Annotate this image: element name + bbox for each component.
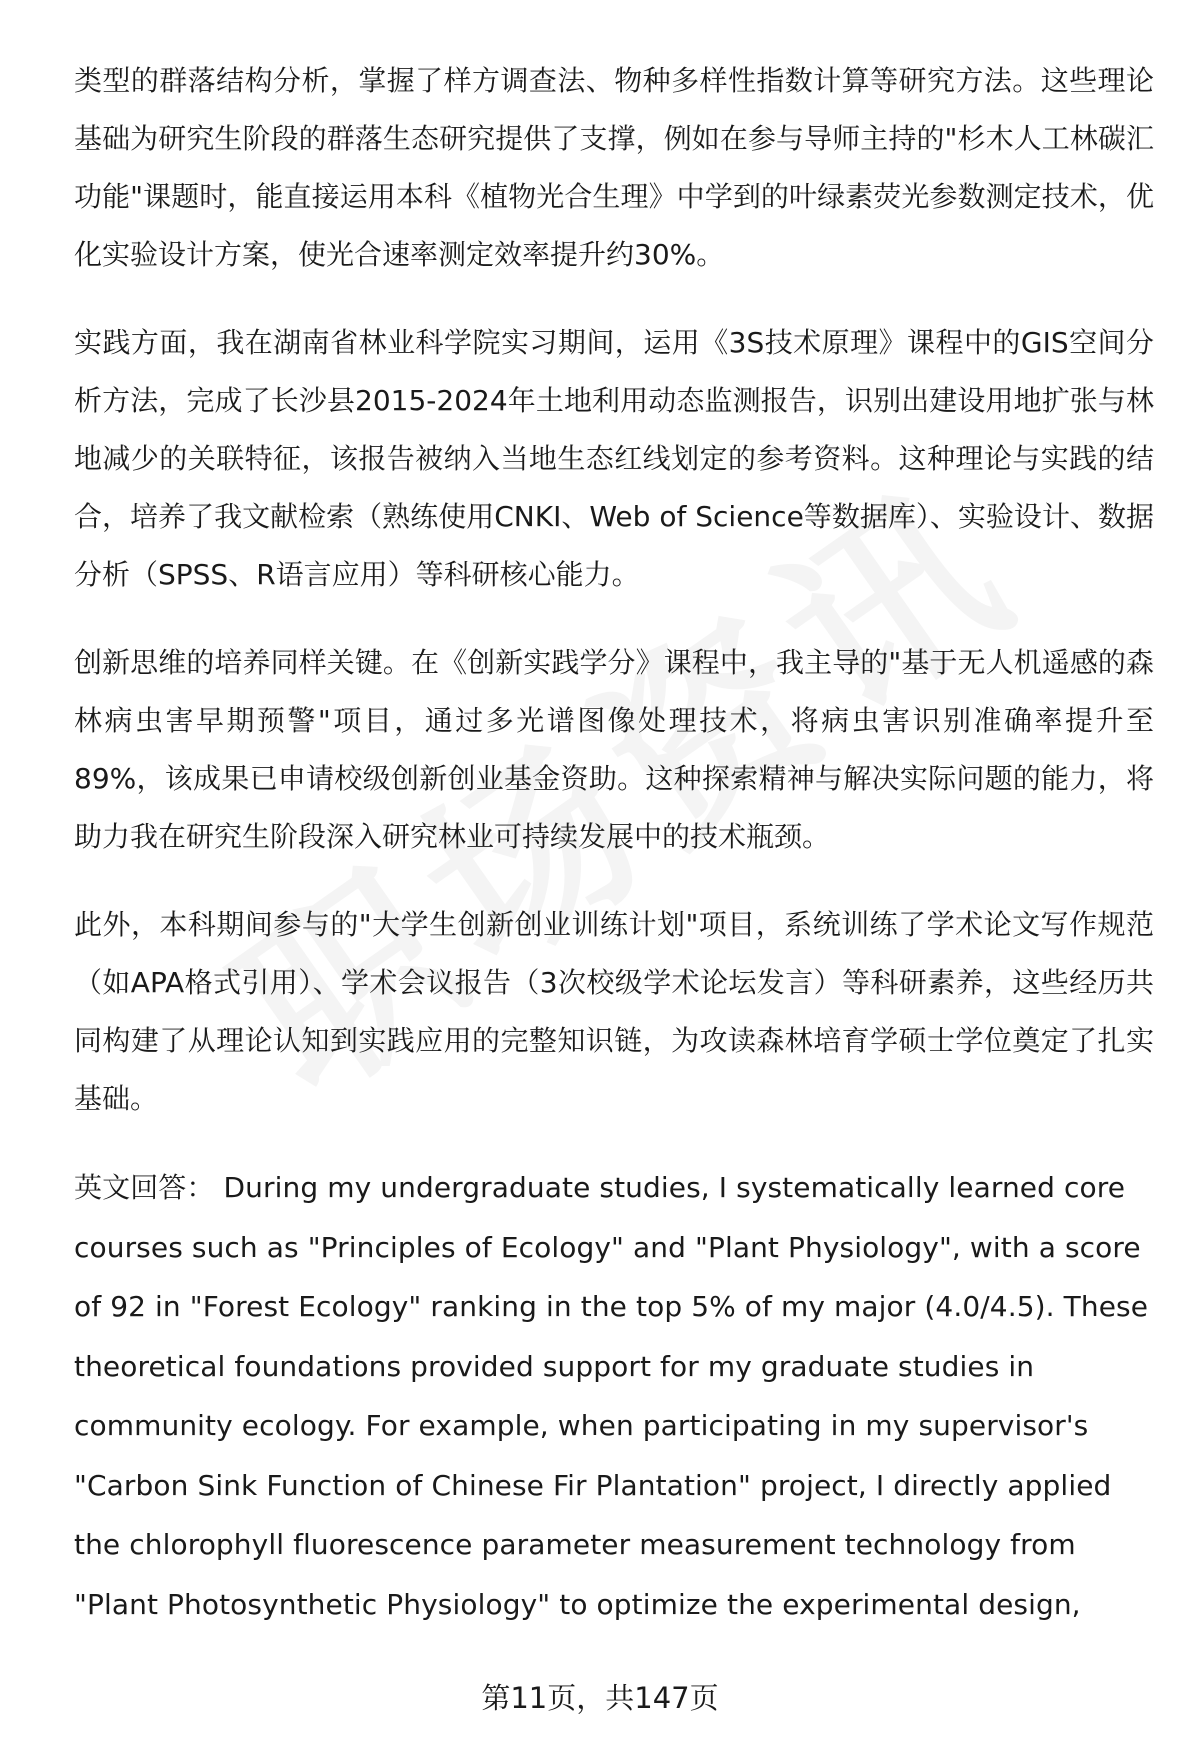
paragraph-practice: 实践方面，我在湖南省林业科学院实习期间，运用《3S技术原理》课程中的GIS空间分析方法，完成了长沙县2015-2024年土地利用动态监测报告，识别出建设用地扩张与林地减少的关联特征，该报告被纳入当地生态红线划定的参考资料。这种理论与实践的结合，培养了我文献检索（熟练使用CNKI、Web of Science等数据库）、实验设计、数据分析（SPSS、R语言应用）等科研核心能力。 <box>74 326 1154 591</box>
paragraph-english-answer: 英文回答： During my undergraduate studies, I systematically learned core courses such as "Principles of Ecology" and "Plant Physiology", with a score of 92 in "Forest Ecology" ranking in the top 5% of my major (4.0/4.5). These theoretical foundations provided support for my graduate studies in community ecology. For example, when participating in my supervisor's "Carbon Sink Function of Chinese Fir Plantation" project, I directly applied the chlorophyll fluorescence parameter measurement technology from "Plant Photosynthetic Physiology" to optimize the experimental design, <box>74 1171 1149 1621</box>
document-body <box>74 52 1154 1634</box>
paragraph-theory: 类型的群落结构分析，掌握了样方调查法、物种多样性指数计算等研究方法。这些理论基础为研究生阶段的群落生态研究提供了支撑，例如在参与导师主持的"杉木人工林碳汇功能"课题时，能直接运用本科《植物光合生理》中学到的叶绿素荧光参数测定技术，优化实验设计方案，使光合速率测定效率提升约30%。 <box>74 64 1154 271</box>
page-number: 第11页，共147页 <box>481 1681 719 1715</box>
paragraph-innovation: 创新思维的培养同样关键。在《创新实践学分》课程中，我主导的"基于无人机遥感的森林病虫害早期预警"项目，通过多光谱图像处理技术，将病虫害识别准确率提升至89%，该成果已申请校级创新创业基金资助。这种探索精神与解决实际问题的能力，将助力我在研究生阶段深入研究林业可持续发展中的技术瓶颈。 <box>74 646 1154 853</box>
paragraph-additional: 此外，本科期间参与的"大学生创新创业训练计划"项目，系统训练了学术论文写作规范（如APA格式引用）、学术会议报告（3次校级学术论坛发言）等科研素养，这些经历共同构建了从理论认知到实践应用的完整知识链，为攻读森林培育学硕士学位奠定了扎实基础。 <box>74 908 1154 1115</box>
